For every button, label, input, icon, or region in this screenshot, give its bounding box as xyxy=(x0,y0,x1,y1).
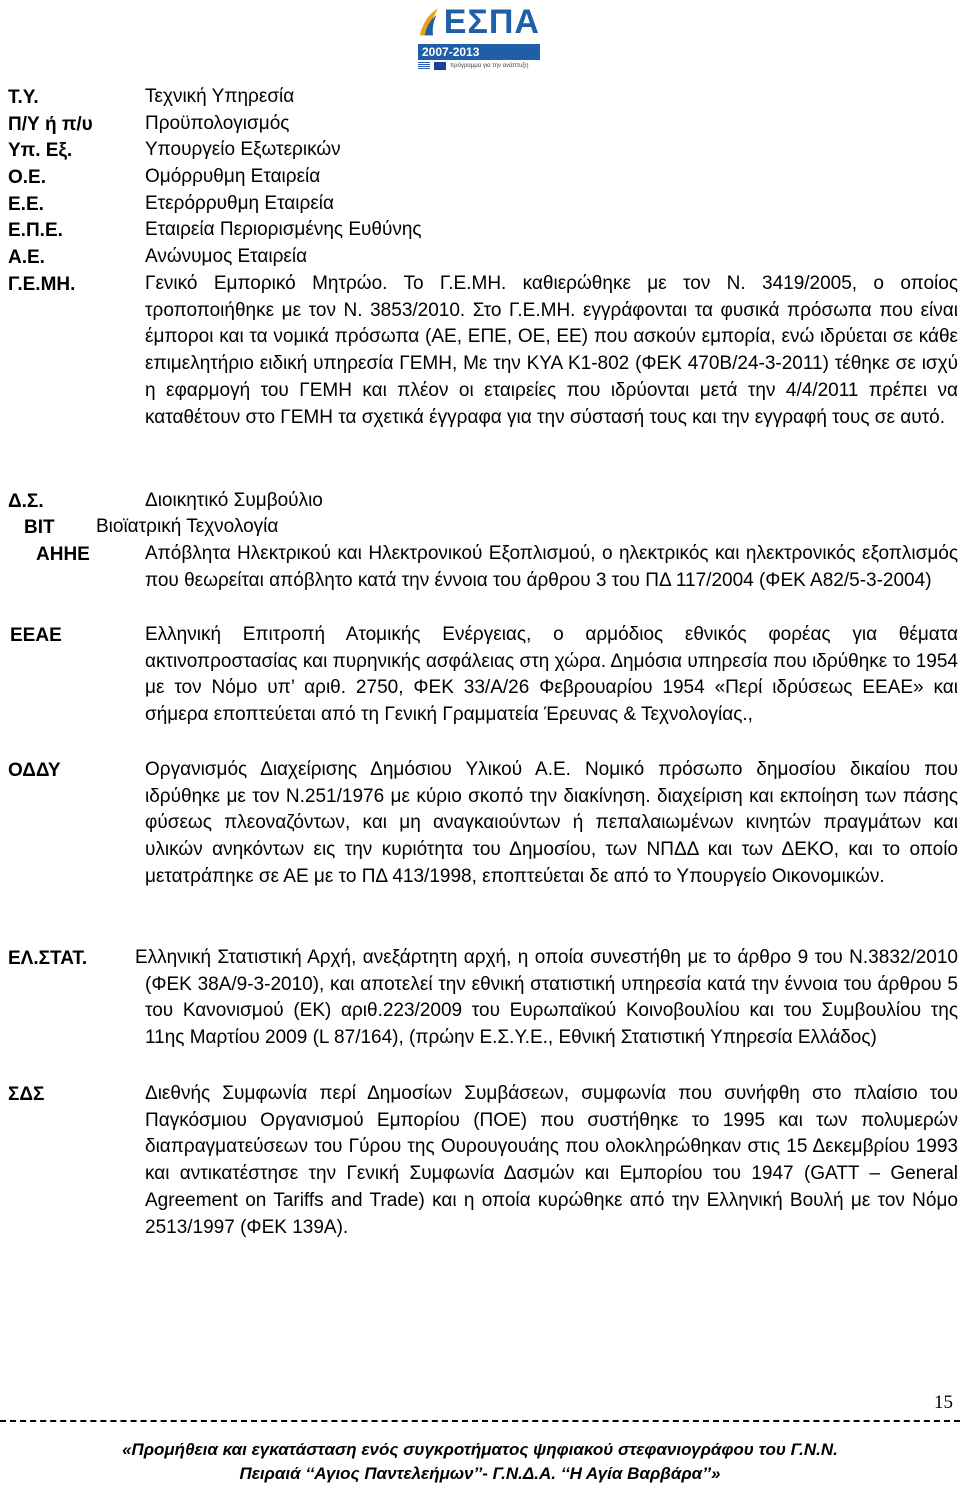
glossary-abbr: Ο.Ε. xyxy=(8,167,47,188)
glossary-definition: Ομόρρυθμη Εταιρεία xyxy=(145,166,321,187)
page-number: 15 xyxy=(934,1392,953,1413)
espa-logo xyxy=(418,2,540,68)
glossary-abbr: ΟΔΔΥ xyxy=(8,760,61,781)
glossary-abbr: ΑΗΗΕ xyxy=(36,544,90,565)
glossary-definition: Γενικό Εμπορικό Μητρώο. Το Γ.Ε.ΜΗ. καθιερώθηκε με τον Ν. 3419/2005, ο οποίος τροποποιήθηκε με τον Ν. 3853/2010. Στο Γ.Ε.ΜΗ. εγγράφονται τα φυσικά πρόσωπα που είναι έμποροι και τα νομικά πρόσωπα (ΑΕ, ΕΠΕ, ΟΕ, ΕΕ) που ασκούν εμπορία, ενώ ιδρύεται σε κάθε επιμελητήριο ειδική υπηρεσία ΓΕΜΗ, Με την ΚΥΑ Κ1-802 (ΦΕΚ 470Β/24-3-2011) τέθηκε σε ισχύ η εφαρμογή του ΓΕΜΗ και πλέον οι εταιρείες που ιδρύονται μετά την 4/4/2011 πρέπει να καταθέτουν στο ΓΕΜΗ τα σχετικά έγγραφα για την σύστασή τους και την εγγραφή τους σε αυτό. xyxy=(145,273,958,428)
glossary-abbr: Τ.Υ. xyxy=(8,87,39,108)
glossary-definition: Ελληνική Στατιστική Αρχή, ανεξάρτητη αρχή, η οποία συνεστήθη με το άρθρο 9 του Ν.3832/2010 (ΦΕΚ 38Α/9-3-2010), και αποτελεί την εθνική στατιστική υπηρεσία κατά την έννοια του άρθρου 5 του Κανονισμού (ΕΚ) αριθ.223/2009 του Ευρωπαϊκού Κοινοβουλίου και του Συμβουλίου της 11ης Μαρτίου 2009 (L 87/164), (πρώην Ε.Σ.Υ.Ε., Εθνική Στατιστική Υπηρεσία Ελλάδος) xyxy=(135,947,958,1049)
glossary-definition: Εταιρεία Περιορισμένης Ευθύνης xyxy=(145,219,422,240)
glossary-abbr: Α.Ε. xyxy=(8,247,45,268)
glossary-abbr: Π/Υ ή π/υ xyxy=(8,114,93,135)
glossary-definition: Ανώνυμος Εταιρεία xyxy=(145,246,308,267)
logo-slogan: πρόγραμμα για την ανάπτυξη xyxy=(450,63,529,69)
glossary-abbr: Δ.Σ. xyxy=(8,491,44,512)
glossary-abbr: Ε.Ε. xyxy=(8,194,44,215)
glossary-abbr: ΒΙΤ xyxy=(24,517,55,538)
glossary-abbr: ΕΛ.ΣΤΑΤ. xyxy=(8,948,88,969)
glossary-definition: Ελληνική Επιτροπή Ατομικής Ενέργειας, ο αρμόδιος εθνικός φορέας για θέματα ακτινοπροστασίας και πυρηνικής ασφάλειας στη χώρα. Δημόσια υπηρεσία που ιδρύθηκε το 1954 με τον Νόμο υπ’ αριθ. 2750, ΦΕΚ 33/Α/26 Φεβρουαρίου 1954 «Περί ιδρύσεως ΕΕΑΕ» και σήμερα εποπτεύεται από τη Γενική Γραμματεία Έρευνας & Τεχνολογίας., xyxy=(145,624,958,726)
glossary-abbr: Ε.Π.Ε. xyxy=(8,220,63,241)
glossary-definition: Τεχνική Υπηρεσία xyxy=(145,86,295,107)
glossary-definition: Οργανισμός Διαχείρισης Δημόσιου Υλικού Α.Ε. Νομικό πρόσωπο δημοσίου δικαίου που ιδρύθηκε με τον Ν.251/1976 με κύριο σκοπό την διακίνηση. διαχείριση και εκποίηση των πάσης φύσεως πλεοναζόντων, και μη αναγκαιούντων ή πεπαλαιωμένων κινητών πραγμάτων και υλικών ανηκόντων εις την κυριότητα του Δημοσίου, των ΝΠΔΔ και των ΔΕΚΟ, και το οποίο μετατράπηκε σε ΑΕ με το ΠΔ 413/1998, εποπτεύεται δε από το Υπουργείο Οικονομικών. xyxy=(145,759,958,887)
glossary-definition: Υπουργείο Εξωτερικών xyxy=(145,139,341,160)
glossary-definition: Ετερόρρυθμη Εταιρεία xyxy=(145,193,334,214)
footer xyxy=(0,1438,960,1486)
eu-flag-icon xyxy=(434,62,446,70)
espa-emblem-icon xyxy=(418,4,440,40)
glossary-definition: Βιοϊατρική Τεχνολογία xyxy=(96,516,279,537)
glossary-abbr: ΕΕΑΕ xyxy=(10,625,62,646)
glossary-abbr: ΣΔΣ xyxy=(8,1084,45,1105)
glossary-abbr: Υπ. Εξ. xyxy=(8,140,73,161)
glossary-definition: Προϋπολογισμός xyxy=(145,113,290,134)
footer-line-1: «Προμήθεια και εγκατάσταση ενός συγκροτήματος ψηφιακού στεφανιογράφου του Γ.Ν.Ν. xyxy=(122,1440,838,1459)
greek-flag-icon xyxy=(418,62,430,70)
glossary-abbr: Γ.Ε.ΜΗ. xyxy=(8,274,76,295)
footer-line-2: Πειραιά ‘‘Αγιος Παντελεήμων’’- Γ.Ν.Δ.Α. ‘‘Η Αγία Βαρβάρα’’» xyxy=(239,1464,721,1483)
footer-divider xyxy=(0,1420,960,1422)
glossary-definition: Απόβλητα Ηλεκτρικού και Ηλεκτρονικού Εξοπλισμού, ο ηλεκτρικός και ηλεκτρονικός εξοπλισμός που θεωρείται απόβλητο κατά την έννοια του άρθρου 3 του ΠΔ 117/2004 (ΦΕΚ Α82/5-3-2004) xyxy=(145,543,958,591)
glossary-definition: Διοικητικό Συμβούλιο xyxy=(145,490,323,511)
logo-title: ΕΣΠΑ xyxy=(443,3,540,41)
logo-years: 2007-2013 xyxy=(418,44,540,60)
glossary-definition: Διεθνής Συμφωνία περί Δημοσίων Συμβάσεων, συμφωνία που συνήφθη στο πλαίσιο του Παγκόσμιου Οργανισμού Εμπορίου (ΠΟΕ) που συστήθηκε το 1995 και των πολυμερών διαπραγματεύσεων του Γύρου της Ουρουγουάης που ολοκληρώθηκαν στις 15 Δεκεμβρίου 1993 και αντικατέστησε την Γενική Συμφωνία Δασμών και Εμπορίου του 1947 (GATT – General Agreement on Tariffs and Trade) και η οποία κυρώθηκε από την Ελληνική Βουλή με τον Νόμο 2513/1997 (ΦΕΚ 139Α). xyxy=(145,1083,958,1238)
